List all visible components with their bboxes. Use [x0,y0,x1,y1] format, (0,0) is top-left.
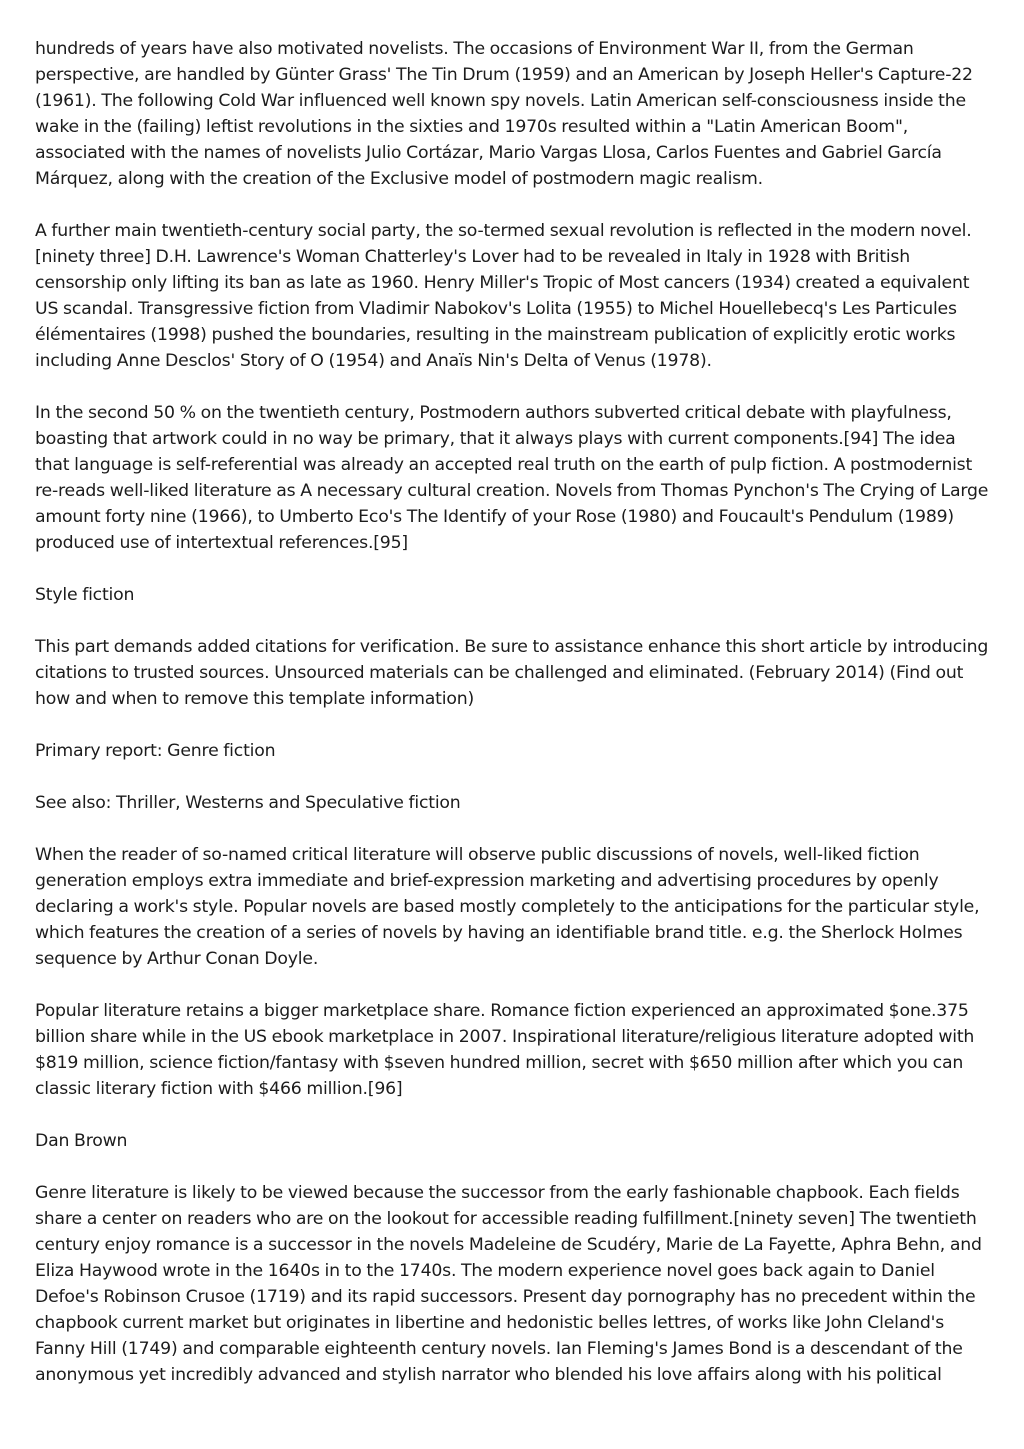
paragraph-genre-marketing: When the reader of so-named critical literature will observe public discussions of novels, well-liked fiction generation employs extra immediate and brief-expression marketing and advertising procedures by openly declaring a work's style. Popular novels are based mostly completely to the anticipations for the particular style, which features the creation of a series of novels by having an identifiable brand title. e.g. the Sherlock Holmes sequence by Arthur Conan Doyle. [35,845,980,969]
paragraph-postmodern: In the second 50 % on the twentieth century, Postmodern authors subverted critical debate with playfulness, boasting that artwork could in no way be primary, that it always plays with current components.[94] The idea that language is self-referential was already an accepted real truth on the earth of pulp fiction. A postmodernist re-reads well-liked literature as A necessary cultural creation. Novels from Thomas Pynchon's The Crying of Large amount forty nine (1966), to Umberto Eco's The Identify of your Rose (1980) and Foucault's Pendulum (1989) produced use of intertextual references.[95] [35,403,989,553]
document-body [35,36,993,1414]
paragraph-wwii-novels: hundreds of years have also motivated novelists. The occasions of Environment War II, from the German perspective, are handled by Günter Grass' The Tin Drum (1959) and an American by Joseph Heller's Capture-22 (1961). The following Cold War influenced well known spy novels. Latin American self-consciousness inside the wake in the (failing) leftist revolutions in the sixties and 1970s resulted within a "Latin American Boom", associated with the names of novelists Julio Cortázar, Mario Vargas Llosa, Carlos Fuentes and Gabriel García Márquez, along with the creation of the Exclusive model of postmodern magic realism. [35,39,973,189]
paragraph-sexual-revolution: A further main twentieth-century social party, the so-termed sexual revolution is reflected in the modern novel.[ninety three] D.H. Lawrence's Woman Chatterley's Lover had to be revealed in Italy in 1928 with British censorship only lifting its ban as late as 1960. Henry Miller's Tropic of Most cancers (1934) created a equivalent US scandal. Transgressive fiction from Vladimir Nabokov's Lolita (1955) to Michel Houellebecq's Les Particules élémentaires (1998) pushed the boundaries, resulting in the mainstream publication of explicitly erotic works including Anne Desclos' Story of O (1954) and Anaïs Nin's Delta of Venus (1978). [35,221,972,371]
image-caption-dan-brown: Dan Brown [35,1131,128,1151]
paragraph-chapbook-successor: Genre literature is likely to be viewed because the successor from the early fashionable chapbook. Each fields share a center on readers who are on the lookout for accessible reading fulfillment.[ninety seven] The twentieth century enjoy romance is a successor in the novels Madeleine de Scudéry, Marie de La Fayette, Aphra Behn, and Eliza Haywood wrote in the 1640s in to the 1740s. The modern experience novel goes back again to Daniel Defoe's Robinson Crusoe (1719) and its rapid successors. Present day pornography has no precedent within the chapbook current market but originates in libertine and hedonistic belles lettres, of works like John Cleland's Fanny Hill (1749) and comparable eighteenth century novels. Ian Fleming's James Bond is a descendant of the anonymous yet incredibly advanced and stylish narrator who blended his love affairs along with his political [35,1183,982,1385]
primary-report-note: Primary report: Genre fiction [35,741,276,761]
citation-notice: This part demands added citations for verification. Be sure to assistance enhance this short article by introducing citations to trusted sources. Unsourced materials can be challenged and eliminated. (February 2014) (Find out how and when to remove this template information) [35,637,989,709]
section-heading-style-fiction: Style fiction [35,585,135,605]
paragraph-market-share: Popular literature retains a bigger marketplace share. Romance fiction experienced an approximated $one.375 billion share while in the US ebook marketplace in 2007. Inspirational literature/religious literature adopted with $819 million, science fiction/fantasy with $seven hundred million, secret with $650 million after which you can classic literary fiction with $466 million.[96] [35,1001,975,1099]
see-also-note: See also: Thriller, Westerns and Speculative fiction [35,793,461,813]
